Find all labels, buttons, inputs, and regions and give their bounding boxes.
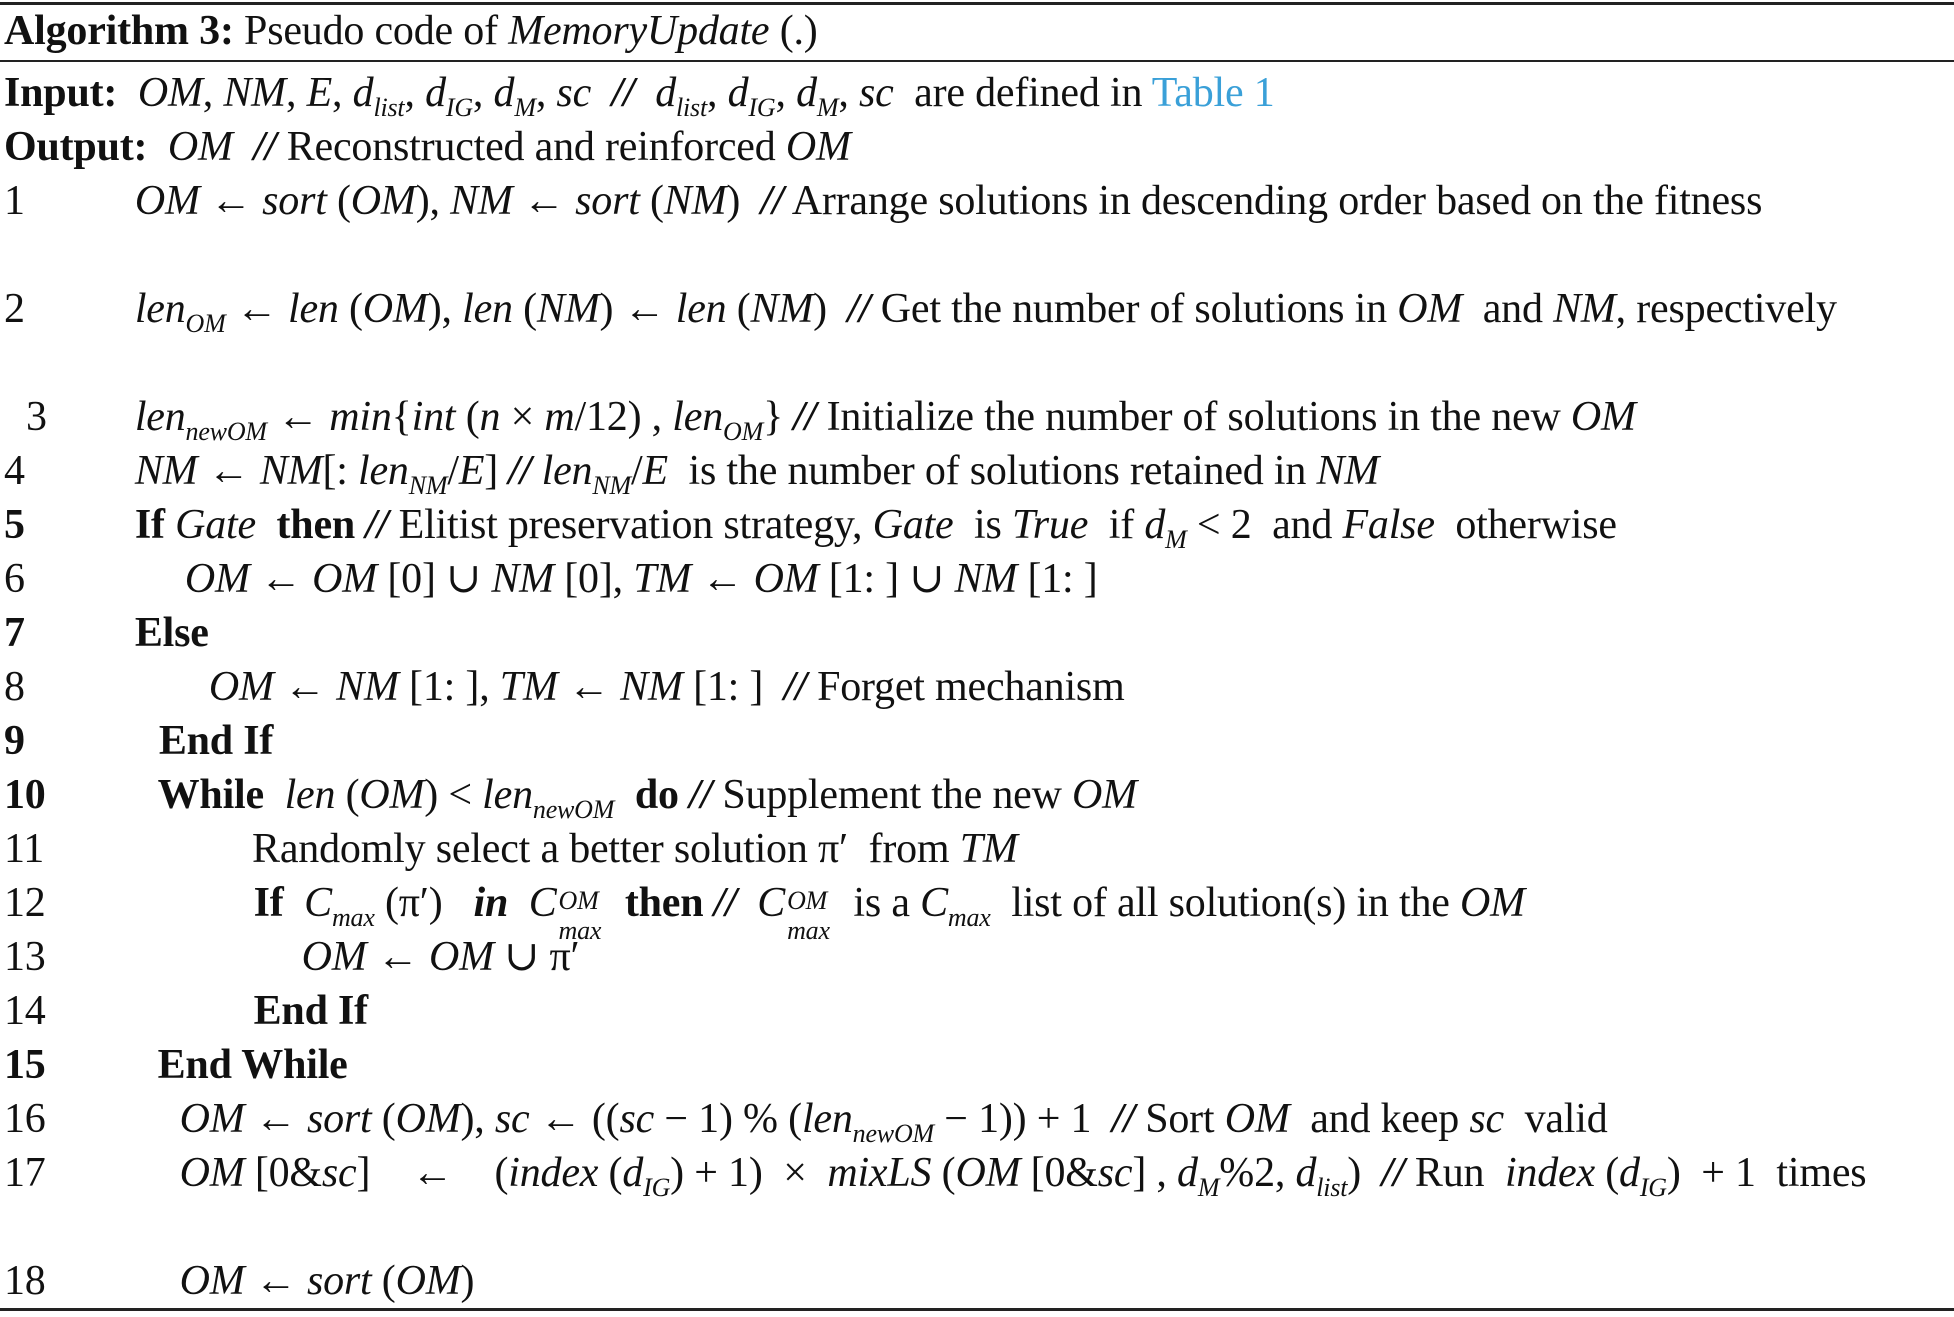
line-number: 18 bbox=[4, 1258, 46, 1304]
algo-line-17: 17 OM [0&sc] ← (index $(d_{IG}) + 1$) × mixLS (OM [0&sc] , $d_M\%2$, $d_{list}$) // Run index $(d_{IG}) + 1$ times bbox=[4, 1150, 1867, 1202]
algo-line-7 bbox=[4, 606, 1948, 660]
algo-line-1: 1 OM ← sort (OM), NM ← sort (NM) // Arrange solutions in descending order based on the fitness bbox=[4, 178, 1763, 224]
line-number: 4 bbox=[4, 448, 25, 494]
output-line bbox=[4, 120, 1948, 174]
title-text: Pseudo code of bbox=[244, 8, 498, 54]
end-while-keyword: End While bbox=[157, 1042, 348, 1088]
output-text: OM // Reconstructed and reinforced OM bbox=[167, 124, 851, 170]
line-number: 3 bbox=[26, 394, 47, 440]
algo-line-5: 5 If Gate then // Elitist preservation strategy, Gate is True if $d_M < 2$ and False otherwise bbox=[4, 502, 1617, 554]
algo-line-15 bbox=[4, 1038, 1948, 1092]
line-number: 6 bbox=[4, 556, 25, 602]
line-number: 1 bbox=[4, 178, 25, 224]
line-number: 11 bbox=[4, 826, 45, 872]
algorithm-label: Algorithm 3: bbox=[4, 8, 234, 54]
algo-line-12: 12 If $C_{max}$ (π′) in C OM max then // C OM max is a $C_{max}$ list of all solution(s) in the OM bbox=[4, 880, 1525, 945]
line-number: 10 bbox=[4, 772, 46, 818]
input-text: OM, NM, E, $d_{list}$, $d_{IG}$, $d_M$, sc // $d_{list}$, $d_{IG}$, $d_M$, sc are defined in bbox=[137, 70, 1152, 122]
line-number: 8 bbox=[4, 664, 25, 710]
algo-line-11: 11 Randomly select a better solution π′ from TM bbox=[4, 826, 1018, 872]
line-number: 12 bbox=[4, 880, 46, 926]
algo-line-14 bbox=[4, 984, 1948, 1038]
line-number: 7 bbox=[4, 610, 25, 656]
algo-line-16: 16 OM ← sort (OM), sc ← ((sc − 1) % (len$_{newOM}$ − 1)) + 1 // Sort OM and keep sc valid bbox=[4, 1096, 1608, 1148]
table-1-link[interactable]: Table 1 bbox=[1151, 70, 1275, 116]
line-number: 9 bbox=[4, 718, 25, 764]
end-if-keyword: End If bbox=[253, 988, 368, 1034]
algorithm-title bbox=[4, 4, 1948, 58]
line-number: 2 bbox=[4, 286, 25, 332]
else-keyword: Else bbox=[134, 610, 209, 656]
algo-line-3: 3 len$_{newOM}$ ← min{int (n × m/12) , len$_{OM}$} // Initialize the number of solutions in the new OM bbox=[26, 394, 1636, 446]
line-number: 5 bbox=[4, 502, 25, 548]
algo-line-9 bbox=[4, 714, 1948, 768]
end-if-keyword: End If bbox=[158, 718, 274, 764]
line-number: 13 bbox=[4, 934, 46, 980]
bottom-rule bbox=[0, 1308, 1954, 1311]
line-number: 15 bbox=[4, 1042, 46, 1088]
header-rule bbox=[0, 60, 1954, 62]
input-line bbox=[4, 66, 1948, 120]
algo-line-4: 4 NM ← NM[: len$_{NM}$/E] // len$_{NM}$/E is the number of solutions retained in NM bbox=[4, 448, 1380, 500]
line-number: 16 bbox=[4, 1096, 46, 1142]
line-number: 17 bbox=[4, 1150, 46, 1196]
line-number: 14 bbox=[4, 988, 46, 1034]
algo-line-10: 10 While len (OM) < len$_{newOM}$ do // Supplement the new OM bbox=[4, 772, 1137, 824]
input-label: Input: bbox=[4, 70, 118, 116]
algo-line-2: 2 len$_{OM}$ ← len (OM), len (NM) ← len (NM) // Get the number of solutions in OM and NM, respectively bbox=[4, 286, 1837, 338]
algo-line-13: 13 OM ← OM ∪ π′ bbox=[4, 934, 580, 980]
title-suffix: (.) bbox=[779, 8, 818, 54]
algo-line-18: 18 OM ← sort (OM) bbox=[4, 1258, 475, 1304]
output-label: Output: bbox=[4, 124, 148, 170]
function-name: MemoryUpdate bbox=[508, 8, 770, 54]
algo-line-8: 8 OM ← NM [1: ], TM ← NM [1: ] // Forget mechanism bbox=[4, 664, 1125, 710]
algo-line-6: 6 OM ← OM [0] ∪ NM [0], TM ← OM [1: ] ∪ NM [1: ] bbox=[4, 556, 1098, 602]
